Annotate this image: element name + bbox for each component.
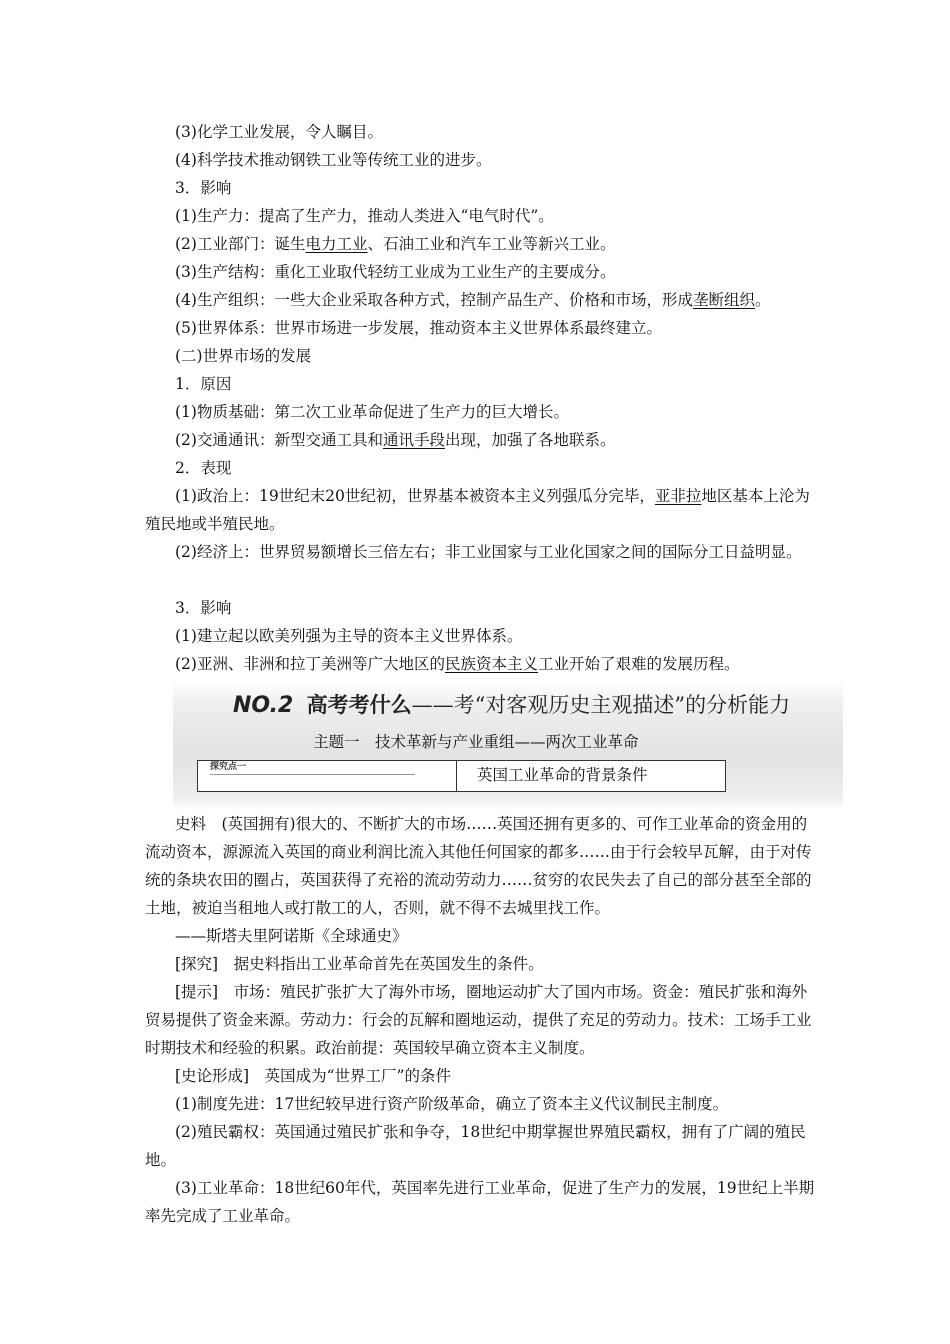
para-industrial-revolution: (3)工业革命：18世纪60年代，英国率先进行工业革命，促进了生产力的发展，19世纪上半期率先完成了工业革命。 xyxy=(145,1179,815,1225)
exploration-box xyxy=(197,760,726,792)
heading-impact-1: 3．影响 xyxy=(175,179,232,197)
para-economic: (2)经济上：世界贸易额增长三倍左右；非工业国家与工业化国家之间的国际分工日益明显。 xyxy=(175,543,802,561)
para-colonial-hegemony: (2)殖民霸权：英国通过殖民扩张和争夺，18世纪中期掌握世界殖民霸权，拥有了广阔的殖民地。 xyxy=(145,1123,806,1169)
line-exploration: [探究] 据史料指出工业革命首先在英国发生的条件。 xyxy=(175,955,544,973)
underline-electric-industry: 电力工业 xyxy=(305,235,368,253)
line-steel: (4)科学技术推动钢铁工业等传统工业的进步。 xyxy=(175,151,492,169)
banner-subtitle: 主题一 技术革新与产业重组——两次工业革命 xyxy=(313,733,639,751)
exploration-label: 探究点一 xyxy=(210,761,415,775)
heading-causes: 1．原因 xyxy=(175,375,232,393)
para-hint: [提示] 市场：殖民扩张扩大了海外市场，圈地运动扩大了国内市场。资金：殖民扩张和海外贸易提供了资金来源。劳动力：行会的瓦解和圈地运动，提供了充足的劳动力。技术：工场手工业时期技术和经验的积累。政治前提：英国较早确立资本主义制度。 xyxy=(145,983,812,1057)
exploration-topic: 英国工业革命的背景条件 xyxy=(477,766,648,784)
line-production-organization: (4)生产组织：一些大企业采取各种方式，控制产品生产、价格和市场，形成垄断组织。 xyxy=(175,291,771,309)
underline-afro-asian-latin: 亚非拉 xyxy=(654,487,702,505)
banner-title-bold: 高考考什么 xyxy=(306,693,412,717)
line-transport: (2)交通通讯：新型交通工具和通讯手段出现，加强了各地联系。 xyxy=(175,431,616,449)
line-chemical: (3)化学工业发展，令人瞩目。 xyxy=(175,123,383,141)
line-production-structure: (3)生产结构：重化工业取代轻纺工业成为工业生产的主要成分。 xyxy=(175,263,616,281)
section-banner xyxy=(173,682,843,810)
exploration-label-cell xyxy=(198,761,457,791)
para-political: (1)政治上：19世纪末20世纪初，世界基本被资本主义列强瓜分完毕，亚非拉地区基本上沦为殖民地或半殖民地。 xyxy=(145,487,810,533)
underline-communication: 通讯手段 xyxy=(382,431,445,449)
line-capitalist-system: (1)建立起以欧美列强为主导的资本主义世界体系。 xyxy=(175,627,523,645)
line-productivity: (1)生产力：提高了生产力，推动人类进入“电气时代”。 xyxy=(175,207,554,225)
line-world-system: (5)世界体系：世界市场进一步发展，推动资本主义世界体系最终建立。 xyxy=(175,319,662,337)
underline-monopoly: 垄断组织 xyxy=(692,291,755,309)
heading-impact-2: 3．影响 xyxy=(175,599,232,617)
line-industry-sectors: (2)工业部门：诞生电力工业、石油工业和汽车工业等新兴工业。 xyxy=(175,235,616,253)
heading-manifestation: 2．表现 xyxy=(175,459,232,477)
line-national-capitalism: (2)亚洲、非洲和拉丁美洲等广大地区的民族资本主义工业开始了艰难的发展历程。 xyxy=(175,655,740,673)
heading-world-market: (二)世界市场的发展 xyxy=(175,347,312,365)
banner-title-rest: ——考“对客观历史主观描述”的分析能力 xyxy=(411,693,791,717)
underline-national-capitalism: 民族资本主义 xyxy=(444,655,538,673)
source-citation: ——斯塔夫里阿诺斯《全球通史》 xyxy=(175,927,408,945)
line-material-basis: (1)物质基础：第二次工业革命促进了生产力的巨大增长。 xyxy=(175,403,569,421)
banner-number: NO.2 xyxy=(233,693,294,718)
line-institution: (1)制度先进：17世纪较早进行资产阶级革命，确立了资本主义代议制民主制度。 xyxy=(175,1095,729,1113)
para-historical-source: 史料 (英国拥有)很大的、不断扩大的市场……英国还拥有更多的、可作工业革命的资金用的流动资本，源源流入英国的商业利润比流入其他任何国家的都多……由于行会较早瓦解，由于对传统的条块农田的圈占，英国获得了充裕的流动劳动力……贫穷的农民失去了自己的部分甚至全部的土地，被迫当租地人或打散工的人，否则，就不得不去城里找工作。 xyxy=(145,815,812,917)
heading-historical-argument: [史论形成] 英国成为“世界工厂”的条件 xyxy=(175,1067,451,1085)
banner-title xyxy=(233,690,790,721)
